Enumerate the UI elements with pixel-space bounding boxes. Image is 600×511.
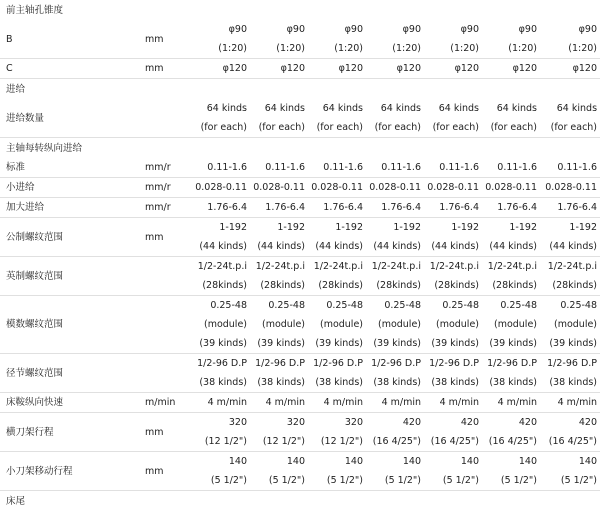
table-cell	[366, 354, 424, 393]
cell-line: 64 kinds	[482, 99, 537, 118]
table-cell	[250, 158, 308, 178]
cell-line: (5 1/2")	[250, 471, 305, 490]
cell-line: (44 kinds)	[308, 237, 363, 256]
table-row	[0, 296, 600, 354]
cell-line: 140	[250, 452, 305, 471]
cell-line: 320	[308, 413, 363, 432]
table-cell	[250, 178, 308, 198]
table-row	[0, 218, 600, 257]
cell-line: (38 kinds)	[366, 373, 421, 392]
table-cell	[540, 158, 600, 178]
table-row	[0, 413, 600, 452]
cell-line: (5 1/2")	[482, 471, 537, 490]
cell-line: (module)	[308, 315, 363, 334]
table-cell	[482, 198, 540, 218]
cell-line: (44 kinds)	[250, 237, 305, 256]
row-label: 床鞍纵向快速	[0, 393, 145, 413]
cell-line: (38 kinds)	[250, 373, 305, 392]
cell-line: 1.76-6.4	[482, 198, 537, 217]
cell-line: 0.028-0.11	[250, 178, 305, 197]
table-cell	[250, 198, 308, 218]
cell-line: (5 1/2")	[540, 471, 597, 490]
table-cell	[192, 296, 250, 354]
table-row	[0, 198, 600, 218]
cell-line: (28kinds)	[250, 276, 305, 295]
table-cell	[308, 296, 366, 354]
table-row	[0, 393, 600, 413]
cell-line: φ90	[540, 20, 597, 39]
table-cell	[482, 257, 540, 296]
cell-line: 420	[366, 413, 421, 432]
row-unit: mm/r	[145, 158, 192, 178]
cell-line: 420	[540, 413, 597, 432]
cell-line: 0.11-1.6	[366, 158, 421, 177]
row-label: 模数螺纹范围	[0, 296, 145, 354]
table-cell	[540, 354, 600, 393]
table-cell	[308, 218, 366, 257]
cell-line: 4 m/min	[424, 393, 479, 412]
row-label: 英制螺纹范围	[0, 257, 145, 296]
cell-line: 0.25-48	[308, 296, 363, 315]
cell-line: 0.25-48	[250, 296, 305, 315]
table-cell	[424, 198, 482, 218]
cell-line: 1/2-24t.p.i	[366, 257, 421, 276]
table-cell	[424, 158, 482, 178]
cell-line: (16 4/25")	[540, 432, 597, 451]
cell-line: (38 kinds)	[482, 373, 537, 392]
row-unit: mm/r	[145, 178, 192, 198]
table-cell	[192, 20, 250, 59]
cell-line: 4 m/min	[308, 393, 363, 412]
cell-line: φ90	[424, 20, 479, 39]
cell-line: 1.76-6.4	[250, 198, 305, 217]
table-cell	[366, 59, 424, 79]
cell-line: 0.028-0.11	[308, 178, 363, 197]
cell-line: (44 kinds)	[540, 237, 597, 256]
cell-line: (5 1/2")	[424, 471, 479, 490]
table-cell	[540, 257, 600, 296]
cell-line: (39 kinds)	[308, 334, 363, 353]
cell-line: (28kinds)	[192, 276, 247, 295]
cell-line: 4 m/min	[250, 393, 305, 412]
cell-line: 64 kinds	[192, 99, 247, 118]
table-cell	[424, 218, 482, 257]
table-cell	[192, 198, 250, 218]
section-header-row	[0, 79, 600, 100]
table-cell	[192, 354, 250, 393]
cell-line: 1/2-96 D.P	[540, 354, 597, 373]
cell-line: (38 kinds)	[192, 373, 247, 392]
cell-line: 140	[424, 452, 479, 471]
cell-line: 1-192	[250, 218, 305, 237]
row-label: 标准	[0, 158, 145, 178]
cell-line: 140	[540, 452, 597, 471]
cell-line: 1.76-6.4	[192, 198, 247, 217]
cell-line: 140	[482, 452, 537, 471]
table-cell	[250, 218, 308, 257]
cell-line: 0.25-48	[540, 296, 597, 315]
cell-line: (1:20)	[366, 39, 421, 58]
table-cell	[366, 198, 424, 218]
table-cell	[308, 198, 366, 218]
row-label: 小进给	[0, 178, 145, 198]
cell-line: 64 kinds	[366, 99, 421, 118]
table-cell	[424, 99, 482, 138]
row-unit: mm	[145, 59, 192, 79]
cell-line: (44 kinds)	[424, 237, 479, 256]
row-label: 径节螺纹范围	[0, 354, 145, 393]
table-cell	[540, 413, 600, 452]
cell-line: 4 m/min	[482, 393, 537, 412]
table-cell	[192, 413, 250, 452]
row-unit: mm	[145, 413, 192, 452]
table-cell	[308, 452, 366, 491]
table-cell	[366, 158, 424, 178]
cell-line: 1-192	[192, 218, 247, 237]
cell-line: 0.25-48	[424, 296, 479, 315]
table-cell	[192, 59, 250, 79]
cell-line: 420	[424, 413, 479, 432]
table-cell	[424, 20, 482, 59]
table-cell	[308, 413, 366, 452]
cell-line: 64 kinds	[540, 99, 597, 118]
cell-line: (28kinds)	[540, 276, 597, 295]
table-cell	[540, 296, 600, 354]
cell-line: (38 kinds)	[540, 373, 597, 392]
table-cell	[308, 20, 366, 59]
cell-line: (module)	[250, 315, 305, 334]
table-cell	[250, 413, 308, 452]
table-cell	[192, 393, 250, 413]
table-cell	[540, 452, 600, 491]
table-row	[0, 99, 600, 138]
cell-line: 1/2-24t.p.i	[482, 257, 537, 276]
cell-line: (for each)	[192, 118, 247, 137]
table-cell	[424, 178, 482, 198]
cell-line: φ120	[424, 59, 479, 78]
cell-line: 0.11-1.6	[250, 158, 305, 177]
table-cell	[482, 158, 540, 178]
table-cell	[250, 20, 308, 59]
cell-line: (12 1/2")	[192, 432, 247, 451]
table-cell	[250, 296, 308, 354]
table-cell	[192, 158, 250, 178]
row-unit	[145, 296, 192, 354]
cell-line: (44 kinds)	[482, 237, 537, 256]
table-cell	[192, 452, 250, 491]
row-label: 横刀架行程	[0, 413, 145, 452]
table-cell	[424, 413, 482, 452]
section-title: 主轴每转纵向进给	[0, 138, 600, 159]
table-row	[0, 20, 600, 59]
cell-line: 64 kinds	[250, 99, 305, 118]
cell-line: (44 kinds)	[192, 237, 247, 256]
row-unit	[145, 257, 192, 296]
cell-line: (module)	[540, 315, 597, 334]
table-cell	[540, 59, 600, 79]
table-cell	[250, 257, 308, 296]
cell-line: φ90	[250, 20, 305, 39]
section-header-row	[0, 138, 600, 159]
table-cell	[366, 218, 424, 257]
cell-line: 0.028-0.11	[366, 178, 421, 197]
table-cell	[192, 257, 250, 296]
table-cell	[482, 59, 540, 79]
cell-line: 320	[250, 413, 305, 432]
cell-line: (module)	[424, 315, 479, 334]
table-row	[0, 158, 600, 178]
cell-line: 1/2-96 D.P	[482, 354, 537, 373]
cell-line: (1:20)	[250, 39, 305, 58]
cell-line: 140	[366, 452, 421, 471]
cell-line: φ120	[366, 59, 421, 78]
table-cell	[482, 413, 540, 452]
cell-line: 4 m/min	[366, 393, 421, 412]
cell-line: (28kinds)	[424, 276, 479, 295]
cell-line: 140	[192, 452, 247, 471]
table-cell	[424, 257, 482, 296]
cell-line: (5 1/2")	[366, 471, 421, 490]
cell-line: (for each)	[308, 118, 363, 137]
cell-line: 1-192	[540, 218, 597, 237]
cell-line: (1:20)	[482, 39, 537, 58]
row-unit: mm	[145, 20, 192, 59]
table-cell	[540, 178, 600, 198]
cell-line: (12 1/2")	[250, 432, 305, 451]
cell-line: (39 kinds)	[482, 334, 537, 353]
table-cell	[482, 354, 540, 393]
row-label: 公制螺纹范围	[0, 218, 145, 257]
cell-line: 0.11-1.6	[482, 158, 537, 177]
table-cell	[540, 20, 600, 59]
cell-line: 1/2-24t.p.i	[540, 257, 597, 276]
table-cell	[192, 218, 250, 257]
cell-line: 0.25-48	[192, 296, 247, 315]
cell-line: 1/2-24t.p.i	[192, 257, 247, 276]
cell-line: 1-192	[482, 218, 537, 237]
section-title: 进给	[0, 79, 600, 100]
table-row	[0, 59, 600, 79]
cell-line: 0.028-0.11	[482, 178, 537, 197]
table-cell	[424, 59, 482, 79]
table-cell	[308, 59, 366, 79]
table-cell	[250, 393, 308, 413]
row-unit: mm	[145, 218, 192, 257]
table-cell	[540, 218, 600, 257]
cell-line: 1-192	[308, 218, 363, 237]
section-header-row	[0, 491, 600, 511]
table-cell	[366, 393, 424, 413]
row-unit: mm	[145, 452, 192, 491]
row-label: B	[0, 20, 145, 59]
row-label: 进给数量	[0, 99, 145, 138]
table-cell	[250, 452, 308, 491]
cell-line: (1:20)	[540, 39, 597, 58]
cell-line: (16 4/25")	[424, 432, 479, 451]
cell-line: 1/2-96 D.P	[424, 354, 479, 373]
cell-line: 1-192	[424, 218, 479, 237]
cell-line: 1/2-96 D.P	[308, 354, 363, 373]
table-cell	[250, 99, 308, 138]
table-cell	[540, 198, 600, 218]
table-row	[0, 257, 600, 296]
cell-line: 0.11-1.6	[192, 158, 247, 177]
cell-line: φ90	[482, 20, 537, 39]
cell-line: (for each)	[540, 118, 597, 137]
table-cell	[482, 99, 540, 138]
cell-line: 64 kinds	[424, 99, 479, 118]
section-title: 前主轴孔锥度	[0, 0, 600, 20]
table-cell	[482, 218, 540, 257]
cell-line: φ120	[308, 59, 363, 78]
table-cell	[308, 178, 366, 198]
cell-line: 1/2-24t.p.i	[250, 257, 305, 276]
cell-line: (for each)	[366, 118, 421, 137]
cell-line: (28kinds)	[366, 276, 421, 295]
cell-line: (16 4/25")	[482, 432, 537, 451]
cell-line: (16 4/25")	[366, 432, 421, 451]
cell-line: 4 m/min	[192, 393, 247, 412]
cell-line: 0.11-1.6	[540, 158, 597, 177]
cell-line: (28kinds)	[482, 276, 537, 295]
cell-line: 64 kinds	[308, 99, 363, 118]
cell-line: (module)	[366, 315, 421, 334]
table-cell	[192, 99, 250, 138]
table-cell	[192, 178, 250, 198]
cell-line: 0.11-1.6	[308, 158, 363, 177]
table-cell	[482, 20, 540, 59]
cell-line: 140	[308, 452, 363, 471]
row-unit: m/min	[145, 393, 192, 413]
cell-line: (39 kinds)	[250, 334, 305, 353]
table-cell	[482, 296, 540, 354]
cell-line: 4 m/min	[540, 393, 597, 412]
cell-line: (28kinds)	[308, 276, 363, 295]
cell-line: 0.028-0.11	[424, 178, 479, 197]
table-cell	[366, 178, 424, 198]
cell-line: φ90	[366, 20, 421, 39]
table-cell	[424, 452, 482, 491]
table-cell	[424, 354, 482, 393]
table-cell	[482, 178, 540, 198]
table-cell	[366, 99, 424, 138]
table-cell	[424, 296, 482, 354]
table-cell	[482, 452, 540, 491]
cell-line: 1.76-6.4	[308, 198, 363, 217]
cell-line: (12 1/2")	[308, 432, 363, 451]
cell-line: (for each)	[424, 118, 479, 137]
table-cell	[424, 393, 482, 413]
cell-line: (38 kinds)	[308, 373, 363, 392]
table-cell	[366, 257, 424, 296]
row-unit: mm/r	[145, 198, 192, 218]
cell-line: (39 kinds)	[424, 334, 479, 353]
cell-line: 1/2-96 D.P	[192, 354, 247, 373]
section-title: 床尾	[0, 491, 600, 511]
table-row	[0, 354, 600, 393]
table-cell	[308, 354, 366, 393]
cell-line: 1-192	[366, 218, 421, 237]
cell-line: 1/2-96 D.P	[366, 354, 421, 373]
cell-line: 0.028-0.11	[540, 178, 597, 197]
table-cell	[308, 99, 366, 138]
cell-line: (44 kinds)	[366, 237, 421, 256]
cell-line: (5 1/2")	[192, 471, 247, 490]
cell-line: (for each)	[482, 118, 537, 137]
cell-line: 1.76-6.4	[366, 198, 421, 217]
table-cell	[366, 452, 424, 491]
cell-line: (39 kinds)	[366, 334, 421, 353]
row-label: 小刀架移动行程	[0, 452, 145, 491]
table-cell	[308, 158, 366, 178]
cell-line: (38 kinds)	[424, 373, 479, 392]
table-cell	[482, 393, 540, 413]
cell-line: (module)	[192, 315, 247, 334]
cell-line: (39 kinds)	[192, 334, 247, 353]
cell-line: φ120	[192, 59, 247, 78]
cell-line: (1:20)	[424, 39, 479, 58]
row-label: C	[0, 59, 145, 79]
cell-line: (39 kinds)	[540, 334, 597, 353]
cell-line: (5 1/2")	[308, 471, 363, 490]
cell-line: 320	[192, 413, 247, 432]
cell-line: 1.76-6.4	[540, 198, 597, 217]
cell-line: 0.25-48	[366, 296, 421, 315]
cell-line: 1/2-96 D.P	[250, 354, 305, 373]
cell-line: φ90	[192, 20, 247, 39]
table-cell	[250, 59, 308, 79]
cell-line: φ120	[540, 59, 597, 78]
cell-line: 1.76-6.4	[424, 198, 479, 217]
table-cell	[308, 393, 366, 413]
table-cell	[366, 20, 424, 59]
cell-line: φ120	[250, 59, 305, 78]
table-row	[0, 178, 600, 198]
table-cell	[366, 413, 424, 452]
cell-line: 0.25-48	[482, 296, 537, 315]
table-cell	[308, 257, 366, 296]
cell-line: 0.028-0.11	[192, 178, 247, 197]
table-cell	[540, 393, 600, 413]
cell-line: (module)	[482, 315, 537, 334]
cell-line: 1/2-24t.p.i	[424, 257, 479, 276]
section-header-row	[0, 0, 600, 20]
cell-line: φ120	[482, 59, 537, 78]
cell-line: φ90	[308, 20, 363, 39]
cell-line: (1:20)	[192, 39, 247, 58]
table-row	[0, 452, 600, 491]
cell-line: 0.11-1.6	[424, 158, 479, 177]
table-cell	[366, 296, 424, 354]
table-cell	[540, 99, 600, 138]
cell-line: (1:20)	[308, 39, 363, 58]
row-unit	[145, 99, 192, 138]
cell-line: 420	[482, 413, 537, 432]
row-label: 加大进给	[0, 198, 145, 218]
row-unit	[145, 354, 192, 393]
cell-line: 1/2-24t.p.i	[308, 257, 363, 276]
cell-line: (for each)	[250, 118, 305, 137]
table-cell	[250, 354, 308, 393]
